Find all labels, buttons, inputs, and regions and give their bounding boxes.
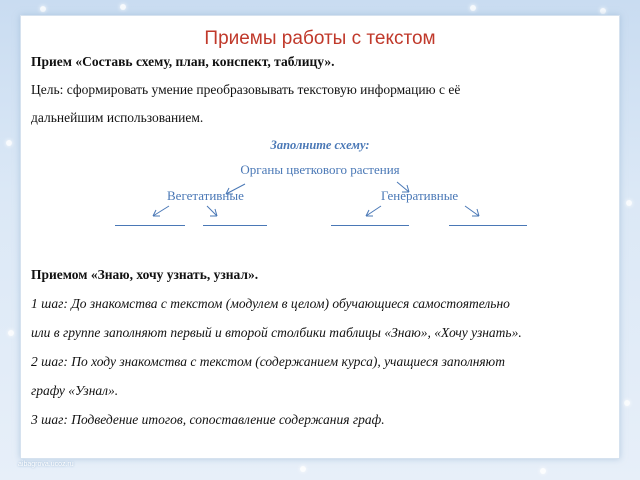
scheme-blank-1[interactable] (115, 225, 185, 226)
snowflake-decoration (300, 466, 306, 472)
scheme-blank-3[interactable] (331, 225, 409, 226)
scheme-blank-4[interactable] (449, 225, 527, 226)
snowflake-decoration (540, 468, 546, 474)
step1-line-2: или в группе заполняют первый и второй столбики таблицы «Знаю», «Хочу узнать». (31, 325, 522, 340)
scheme-right-branch: Генеративные (381, 188, 459, 203)
snowflake-decoration (624, 400, 630, 406)
scheme-instruction: Заполните схему: (270, 138, 370, 152)
snowflake-decoration (600, 8, 606, 14)
snowflake-decoration (470, 5, 476, 11)
snowflake-decoration (626, 200, 632, 206)
step2-line-1: 2 шаг: По ходу знакомства с текстом (содержанием курса), учащиеся заполняют (31, 354, 505, 369)
snowflake-decoration (6, 140, 12, 146)
method2-heading: Приемом «Знаю, хочу узнать, узнал». (31, 267, 259, 282)
step3-line: 3 шаг: Подведение итогов, сопоставление содержания граф. (31, 412, 385, 427)
slide-title: Приемы работы с текстом (204, 28, 436, 49)
arrow-right-2 (465, 206, 479, 216)
scheme-blank-2[interactable] (203, 225, 267, 226)
scheme-arrows (21, 16, 619, 236)
snowflake-decoration (40, 6, 46, 12)
goal-line-1: Цель: сформировать умение преобразовывать текстовую информацию с её (31, 82, 461, 97)
footer-url: aibagrova.ucoz.ru (18, 461, 74, 468)
step2-line-2: графу «Узнал». (31, 383, 119, 398)
snowflake-decoration (120, 4, 126, 10)
step1-line-1: 1 шаг: До знакомства с текстом (модулем в целом) обучающиеся самостоятельно (31, 296, 510, 311)
scheme-root: Органы цветкового растения (240, 162, 400, 177)
snowflake-decoration (8, 330, 14, 336)
slide (20, 15, 620, 459)
goal-line-2: дальнейшим использованием. (31, 110, 204, 125)
method1-heading: Прием «Составь схему, план, конспект, таблицу». (31, 54, 335, 69)
scheme-left-branch: Вегетативные (167, 188, 244, 203)
